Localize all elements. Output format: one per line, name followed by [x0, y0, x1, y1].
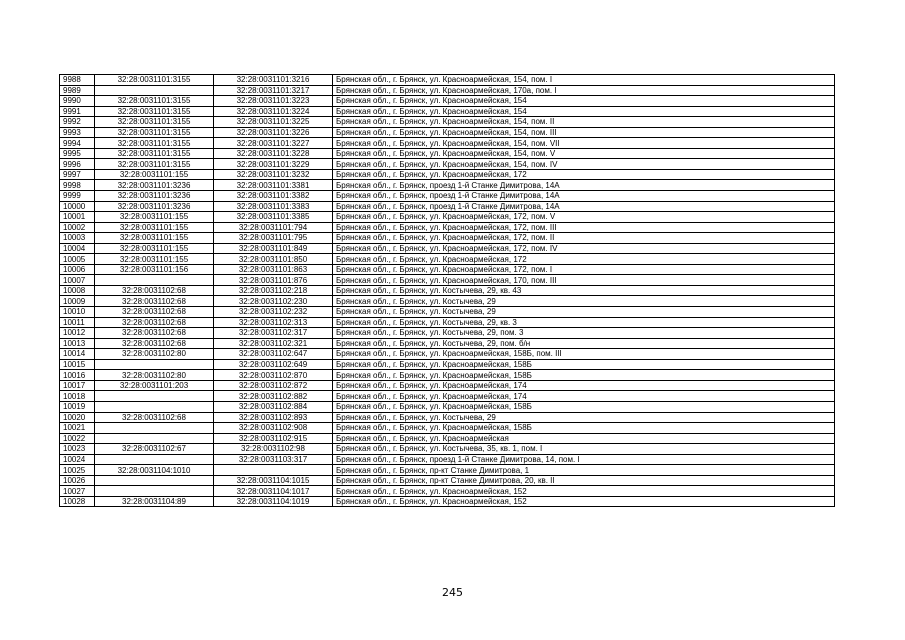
parent-cadastral-number-cell: 32:28:0031102:68: [95, 328, 214, 339]
address-cell: Брянская обл., г. Брянск, ул. Красноармейская, 154: [333, 106, 835, 117]
row-number-cell: 9988: [60, 75, 95, 86]
table-row: [60, 391, 835, 402]
table-row: [60, 117, 835, 128]
parent-cadastral-number-cell: 32:28:0031102:68: [95, 296, 214, 307]
parent-cadastral-number-cell: 32:28:0031102:68: [95, 412, 214, 423]
table-row: [60, 264, 835, 275]
table-row: [60, 423, 835, 434]
table-row: [60, 412, 835, 423]
table-row: [60, 307, 835, 318]
row-number-cell: 10025: [60, 465, 95, 476]
row-number-cell: 9999: [60, 191, 95, 202]
parent-cadastral-number-cell: 32:28:0031101:3155: [95, 159, 214, 170]
cadastral-number-cell: 32:28:0031101:3229: [214, 159, 333, 170]
table-row: [60, 148, 835, 159]
address-cell: Брянская обл., г. Брянск, ул. Красноармейская, 154, пом. V: [333, 148, 835, 159]
table-row: [60, 275, 835, 286]
parent-cadastral-number-cell: 32:28:0031102:68: [95, 317, 214, 328]
address-cell: Брянская обл., г. Брянск, ул. Красноармейская, 158Б: [333, 370, 835, 381]
address-cell: Брянская обл., г. Брянск, ул. Красноармейская, 158Б: [333, 423, 835, 434]
row-number-cell: 10028: [60, 496, 95, 507]
table-row: [60, 444, 835, 455]
parent-cadastral-number-cell: 32:28:0031102:68: [95, 307, 214, 318]
row-number-cell: 10017: [60, 380, 95, 391]
address-cell: Брянская обл., г. Брянск, ул. Костычева, 29, пом. б/н: [333, 338, 835, 349]
table-row: [60, 191, 835, 202]
table-row: [60, 233, 835, 244]
table-body: [60, 75, 835, 507]
parent-cadastral-number-cell: 32:28:0031101:3155: [95, 138, 214, 149]
parent-cadastral-number-cell: 32:28:0031102:80: [95, 370, 214, 381]
row-number-cell: 10006: [60, 264, 95, 275]
parent-cadastral-number-cell: 32:28:0031102:68: [95, 338, 214, 349]
row-number-cell: 10008: [60, 285, 95, 296]
row-number-cell: 10020: [60, 412, 95, 423]
cadastral-number-cell: 32:28:0031104:1017: [214, 486, 333, 497]
parent-cadastral-number-cell: 32:28:0031101:3155: [95, 106, 214, 117]
address-cell: Брянская обл., г. Брянск, ул. Красноармейская, 174: [333, 391, 835, 402]
cadastral-number-cell: 32:28:0031104:1019: [214, 496, 333, 507]
row-number-cell: 10004: [60, 243, 95, 254]
address-cell: Брянская обл., г. Брянск, ул. Красноармейская, 158Б, пом. III: [333, 349, 835, 360]
parent-cadastral-number-cell: 32:28:0031101:203: [95, 380, 214, 391]
parent-cadastral-number-cell: 32:28:0031101:155: [95, 243, 214, 254]
table-row: [60, 380, 835, 391]
parent-cadastral-number-cell: [95, 454, 214, 465]
cadastral-number-cell: 32:28:0031101:863: [214, 264, 333, 275]
cadastral-number-cell: 32:28:0031102:870: [214, 370, 333, 381]
parent-cadastral-number-cell: 32:28:0031101:3236: [95, 191, 214, 202]
table-row: [60, 433, 835, 444]
row-number-cell: 9989: [60, 85, 95, 96]
row-number-cell: 10018: [60, 391, 95, 402]
parent-cadastral-number-cell: 32:28:0031101:155: [95, 212, 214, 223]
parent-cadastral-number-cell: [95, 486, 214, 497]
row-number-cell: 9998: [60, 180, 95, 191]
parent-cadastral-number-cell: [95, 275, 214, 286]
address-cell: Брянская обл., г. Брянск, ул. Красноармейская, 154, пом. I: [333, 75, 835, 86]
cadastral-number-cell: 32:28:0031102:647: [214, 349, 333, 360]
address-cell: Брянская обл., г. Брянск, проезд 1-й Станке Димитрова, 14А: [333, 180, 835, 191]
row-number-cell: 10000: [60, 201, 95, 212]
parent-cadastral-number-cell: [95, 475, 214, 486]
table-row: [60, 285, 835, 296]
cadastral-number-cell: 32:28:0031101:3216: [214, 75, 333, 86]
address-cell: Брянская обл., г. Брянск, пр-кт Станке Димитрова, 1: [333, 465, 835, 476]
table-row: [60, 296, 835, 307]
row-number-cell: 10011: [60, 317, 95, 328]
row-number-cell: 9995: [60, 148, 95, 159]
parent-cadastral-number-cell: [95, 433, 214, 444]
address-cell: Брянская обл., г. Брянск, ул. Красноармейская, 172, пом. IV: [333, 243, 835, 254]
row-number-cell: 10023: [60, 444, 95, 455]
table-row: [60, 317, 835, 328]
parent-cadastral-number-cell: 32:28:0031101:3236: [95, 201, 214, 212]
row-number-cell: 10003: [60, 233, 95, 244]
address-cell: Брянская обл., г. Брянск, ул. Костычева, 29, пом. 3: [333, 328, 835, 339]
address-cell: Брянская обл., г. Брянск, ул. Красноармейская, 172, пом. V: [333, 212, 835, 223]
cadastral-number-cell: 32:28:0031101:876: [214, 275, 333, 286]
address-cell: Брянская обл., г. Брянск, ул. Красноармейская, 172, пом. III: [333, 222, 835, 233]
cadastral-number-cell: 32:28:0031101:3228: [214, 148, 333, 159]
address-cell: Брянская обл., г. Брянск, ул. Красноармейская, 172: [333, 169, 835, 180]
cadastral-number-cell: 32:28:0031101:3226: [214, 127, 333, 138]
parent-cadastral-number-cell: 32:28:0031101:155: [95, 233, 214, 244]
parent-cadastral-number-cell: 32:28:0031101:155: [95, 169, 214, 180]
table-row: [60, 212, 835, 223]
row-number-cell: 10027: [60, 486, 95, 497]
row-number-cell: 9992: [60, 117, 95, 128]
address-cell: Брянская обл., г. Брянск, проезд 1-й Станке Димитрова, 14А: [333, 191, 835, 202]
parent-cadastral-number-cell: 32:28:0031101:3155: [95, 127, 214, 138]
cadastral-number-cell: 32:28:0031101:3224: [214, 106, 333, 117]
row-number-cell: 10009: [60, 296, 95, 307]
row-number-cell: 9990: [60, 96, 95, 107]
parent-cadastral-number-cell: [95, 423, 214, 434]
address-cell: Брянская обл., г. Брянск, ул. Красноармейская, 158Б: [333, 401, 835, 412]
row-number-cell: 10007: [60, 275, 95, 286]
cadastral-number-cell: 32:28:0031101:3381: [214, 180, 333, 191]
row-number-cell: 10024: [60, 454, 95, 465]
cadastral-number-cell: 32:28:0031102:908: [214, 423, 333, 434]
table-row: [60, 454, 835, 465]
table-row: [60, 106, 835, 117]
cadastral-number-cell: 32:28:0031102:218: [214, 285, 333, 296]
row-number-cell: 10022: [60, 433, 95, 444]
address-cell: Брянская обл., г. Брянск, ул. Костычева, 29: [333, 296, 835, 307]
cadastral-number-cell: 32:28:0031101:3382: [214, 191, 333, 202]
row-number-cell: 10005: [60, 254, 95, 265]
table-row: [60, 359, 835, 370]
parent-cadastral-number-cell: 32:28:0031101:3155: [95, 96, 214, 107]
table-row: [60, 338, 835, 349]
address-cell: Брянская обл., г. Брянск, ул. Красноармейская, 154: [333, 96, 835, 107]
address-cell: Брянская обл., г. Брянск, ул. Красноармейская, 154, пом. II: [333, 117, 835, 128]
table-row: [60, 328, 835, 339]
parent-cadastral-number-cell: [95, 391, 214, 402]
table-row: [60, 496, 835, 507]
table-row: [60, 180, 835, 191]
address-cell: Брянская обл., г. Брянск, проезд 1-й Станке Димитрова, 14, пом. I: [333, 454, 835, 465]
cadastral-number-cell: 32:28:0031104:1015: [214, 475, 333, 486]
table-row: [60, 75, 835, 86]
row-number-cell: 9994: [60, 138, 95, 149]
parent-cadastral-number-cell: 32:28:0031102:67: [95, 444, 214, 455]
cadastral-number-cell: 32:28:0031101:3227: [214, 138, 333, 149]
cadastral-number-cell: 32:28:0031102:232: [214, 307, 333, 318]
table-row: [60, 85, 835, 96]
row-number-cell: 10015: [60, 359, 95, 370]
cadastral-number-cell: 32:28:0031102:884: [214, 401, 333, 412]
parent-cadastral-number-cell: 32:28:0031102:80: [95, 349, 214, 360]
address-cell: Брянская обл., г. Брянск, ул. Красноармейская, 172, пом. II: [333, 233, 835, 244]
address-cell: Брянская обл., г. Брянск, ул. Костычева, 35, кв. 1, пом. I: [333, 444, 835, 455]
parent-cadastral-number-cell: 32:28:0031101:3155: [95, 117, 214, 128]
address-cell: Брянская обл., г. Брянск, ул. Красноармейская, 152: [333, 486, 835, 497]
parent-cadastral-number-cell: 32:28:0031101:3155: [95, 148, 214, 159]
parent-cadastral-number-cell: [95, 359, 214, 370]
cadastral-number-cell: 32:28:0031102:313: [214, 317, 333, 328]
row-number-cell: 10002: [60, 222, 95, 233]
address-cell: Брянская обл., г. Брянск, ул. Красноармейская, 154, пом. IV: [333, 159, 835, 170]
parent-cadastral-number-cell: 32:28:0031101:3236: [95, 180, 214, 191]
cadastral-number-cell: 32:28:0031101:849: [214, 243, 333, 254]
row-number-cell: 10001: [60, 212, 95, 223]
table-row: [60, 370, 835, 381]
cadastral-number-cell: 32:28:0031101:850: [214, 254, 333, 265]
row-number-cell: 9993: [60, 127, 95, 138]
table-row: [60, 486, 835, 497]
row-number-cell: 10013: [60, 338, 95, 349]
parent-cadastral-number-cell: [95, 401, 214, 412]
address-cell: Брянская обл., г. Брянск, ул. Красноармейская, 174: [333, 380, 835, 391]
table-row: [60, 465, 835, 476]
cadastral-number-cell: 32:28:0031102:317: [214, 328, 333, 339]
parent-cadastral-number-cell: 32:28:0031104:89: [95, 496, 214, 507]
page-number: 245: [442, 586, 463, 599]
row-number-cell: 9996: [60, 159, 95, 170]
cadastral-number-cell: 32:28:0031101:3385: [214, 212, 333, 223]
address-cell: Брянская обл., г. Брянск, ул. Красноармейская, 154, пом. III: [333, 127, 835, 138]
address-cell: Брянская обл., г. Брянск, ул. Красноармейская, 154, пом. VII: [333, 138, 835, 149]
table-row: [60, 349, 835, 360]
address-cell: Брянская обл., г. Брянск, ул. Костычева, 29: [333, 412, 835, 423]
cadastral-number-cell: 32:28:0031102:872: [214, 380, 333, 391]
row-number-cell: 10010: [60, 307, 95, 318]
address-cell: Брянская обл., г. Брянск, ул. Красноармейская, 158Б: [333, 359, 835, 370]
cadastral-number-cell: 32:28:0031101:795: [214, 233, 333, 244]
cadastral-number-cell: 32:28:0031102:230: [214, 296, 333, 307]
cadastral-number-cell: 32:28:0031102:882: [214, 391, 333, 402]
table-row: [60, 138, 835, 149]
cadastral-number-cell: [214, 465, 333, 476]
address-cell: Брянская обл., г. Брянск, ул. Красноармейская, 170, пом. III: [333, 275, 835, 286]
parent-cadastral-number-cell: [95, 85, 214, 96]
row-number-cell: 10016: [60, 370, 95, 381]
parent-cadastral-number-cell: 32:28:0031101:155: [95, 222, 214, 233]
cadastral-number-cell: 32:28:0031103:317: [214, 454, 333, 465]
cadastral-number-cell: 32:28:0031101:3383: [214, 201, 333, 212]
cadastral-number-cell: 32:28:0031101:3223: [214, 96, 333, 107]
cadastral-number-cell: 32:28:0031102:321: [214, 338, 333, 349]
row-number-cell: 10026: [60, 475, 95, 486]
row-number-cell: 9997: [60, 169, 95, 180]
parent-cadastral-number-cell: 32:28:0031101:3155: [95, 75, 214, 86]
address-cell: Брянская обл., г. Брянск, пр-кт Станке Димитрова, 20, кв. II: [333, 475, 835, 486]
table-row: [60, 169, 835, 180]
parent-cadastral-number-cell: 32:28:0031102:68: [95, 285, 214, 296]
address-cell: Брянская обл., г. Брянск, ул. Костычева, 29, кв. 3: [333, 317, 835, 328]
row-number-cell: 10021: [60, 423, 95, 434]
cadastral-number-cell: 32:28:0031101:3217: [214, 85, 333, 96]
registry-table: [59, 74, 835, 507]
table-row: [60, 243, 835, 254]
table-row: [60, 475, 835, 486]
address-cell: Брянская обл., г. Брянск, ул. Красноармейская, 172: [333, 254, 835, 265]
cadastral-number-cell: 32:28:0031102:915: [214, 433, 333, 444]
table-row: [60, 222, 835, 233]
table-row: [60, 159, 835, 170]
row-number-cell: 10012: [60, 328, 95, 339]
parent-cadastral-number-cell: 32:28:0031101:155: [95, 254, 214, 265]
row-number-cell: 10019: [60, 401, 95, 412]
cadastral-number-cell: 32:28:0031101:3232: [214, 169, 333, 180]
address-cell: Брянская обл., г. Брянск, проезд 1-й Станке Димитрова, 14А: [333, 201, 835, 212]
address-cell: Брянская обл., г. Брянск, ул. Красноармейская, 170а, пом. I: [333, 85, 835, 96]
row-number-cell: 10014: [60, 349, 95, 360]
address-cell: Брянская обл., г. Брянск, ул. Красноармейская, 172, пом. I: [333, 264, 835, 275]
address-cell: Брянская обл., г. Брянск, ул. Костычева, 29, кв. 43: [333, 285, 835, 296]
cadastral-number-cell: 32:28:0031102:98: [214, 444, 333, 455]
parent-cadastral-number-cell: 32:28:0031104:1010: [95, 465, 214, 476]
table-row: [60, 401, 835, 412]
address-cell: Брянская обл., г. Брянск, ул. Костычева, 29: [333, 307, 835, 318]
table-row: [60, 254, 835, 265]
cadastral-number-cell: 32:28:0031102:893: [214, 412, 333, 423]
registry-table-container: [59, 74, 834, 507]
address-cell: Брянская обл., г. Брянск, ул. Красноармейская, 152: [333, 496, 835, 507]
table-row: [60, 127, 835, 138]
table-row: [60, 96, 835, 107]
cadastral-number-cell: 32:28:0031101:3225: [214, 117, 333, 128]
cadastral-number-cell: 32:28:0031102:649: [214, 359, 333, 370]
table-row: [60, 201, 835, 212]
cadastral-number-cell: 32:28:0031101:794: [214, 222, 333, 233]
parent-cadastral-number-cell: 32:28:0031101:156: [95, 264, 214, 275]
row-number-cell: 9991: [60, 106, 95, 117]
address-cell: Брянская обл., г. Брянск, ул. Красноармейская: [333, 433, 835, 444]
